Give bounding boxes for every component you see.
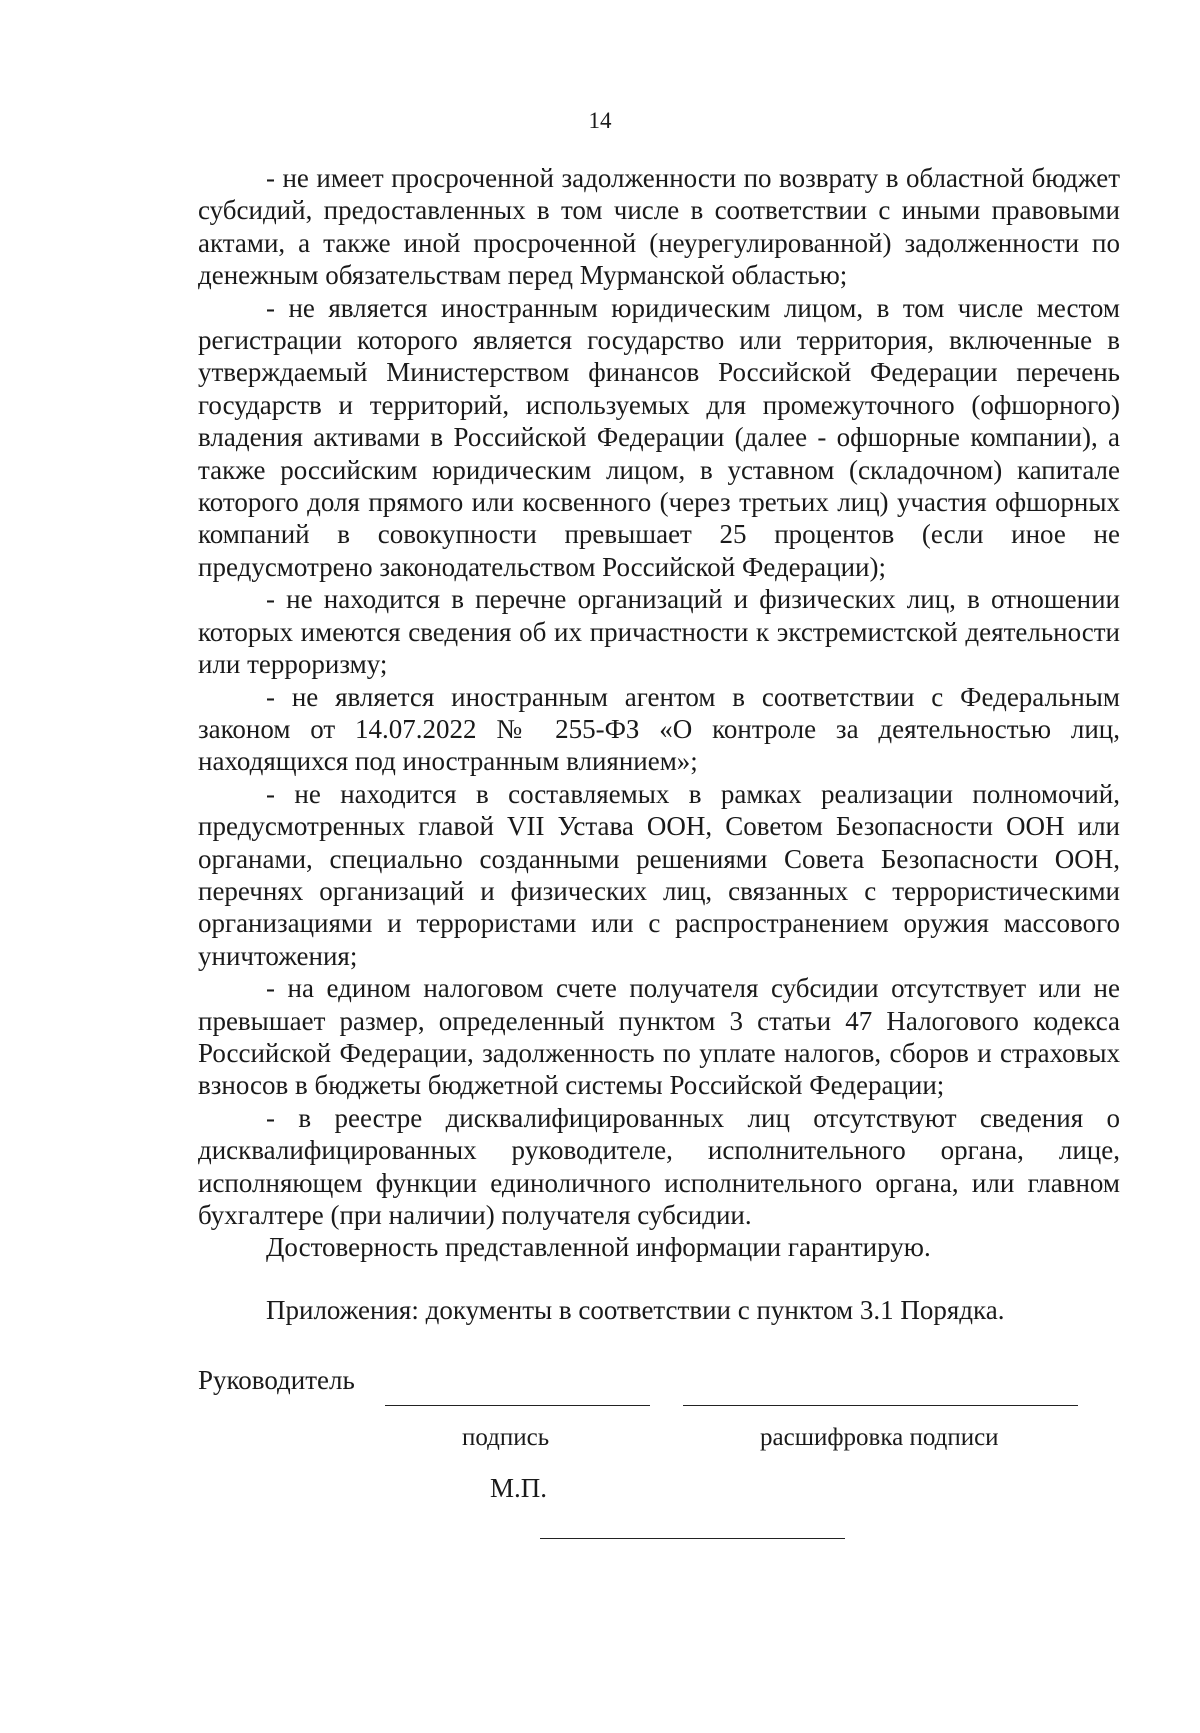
stamp-label: М.П. [490, 1473, 548, 1503]
signature-line [385, 1405, 650, 1406]
appendix-line: Приложения: документы в соответствии с пунктом 3.1 Порядка. [266, 1294, 1005, 1325]
bottom-separator-line [540, 1538, 845, 1539]
decryption-caption: расшифровка подписи [760, 1424, 999, 1451]
paragraph-extremism-list: - не находится в перечне организаций и физических лиц, в отношении которых имеются сведения об их причастности к экстремистской деятельности или терроризму; [198, 584, 1120, 680]
paragraph-reliability-statement: Достоверность представленной информации гарантирую. [266, 1232, 931, 1263]
paragraph-un-lists: - не находится в составляемых в рамках реализации полномочий, предусмотренных главой VII Устава ООН, Советом Безопасности ООН или органами, специально созданными решениями Совета Безопасности ООН, перечнях организаций и физических лиц, связанных с террористическими организациями и террористами или с распространением оружия массового уничтожения; [198, 778, 1120, 971]
signature-caption: подпись [462, 1424, 550, 1451]
paragraph-overdue-debt: - не имеет просроченной задолженности по возврату в областной бюджет субсидий, предоставленных в том числе в соответствии с иными правовыми актами, а также иной просроченной (неурегулированной) задолженности по денежным обязательствам перед Мурманской областью; [198, 163, 1120, 291]
paragraph-tax-account: - на едином налоговом счете получателя субсидии отсутствует или не превышает размер, определенный пунктом 3 статьи 47 Налогового кодекса Российской Федерации, задолженность по уплате налогов, сборов и страховых взносов в бюджеты бюджетной системы Российской Федерации; [198, 973, 1120, 1101]
paragraph-disqualified-registry: - в реестре дисквалифицированных лиц отсутствуют сведения о дисквалифицированных руководителе, исполнительного органа, лице, исполняющем функции единоличного исполнительного органа, или главном бухгалтере (при наличии) получателя субсидии. [198, 1102, 1120, 1230]
paragraph-foreign-agent: - не является иностранным агентом в соответствии с Федеральным законом от 14.07.2022 № 255-ФЗ «О контроле за деятельностью лиц, находящихся под иностранным влиянием»; [198, 681, 1120, 777]
paragraph-foreign-entity: - не является иностранным юридическим лицом, в том числе местом регистрации которого является государство или территория, включенные в утверждаемый Министерством финансов Российской Федерации перечень государств и территорий, используемых для промежуточного (офшорного) владения активами в Российской Федерации (далее - офшорные компании), а также российским юридическим лицом, в уставном (складочном) капитале которого доля прямого или косвенного (через третьих лиц) участия офшорных компаний в совокупности превышает 25 процентов (если иное не предусмотрено законодательством Российской Федерации); [198, 292, 1120, 582]
page-number: 14 [588, 108, 612, 133]
decryption-line [683, 1405, 1078, 1406]
role-label: Руководитель [198, 1365, 355, 1395]
